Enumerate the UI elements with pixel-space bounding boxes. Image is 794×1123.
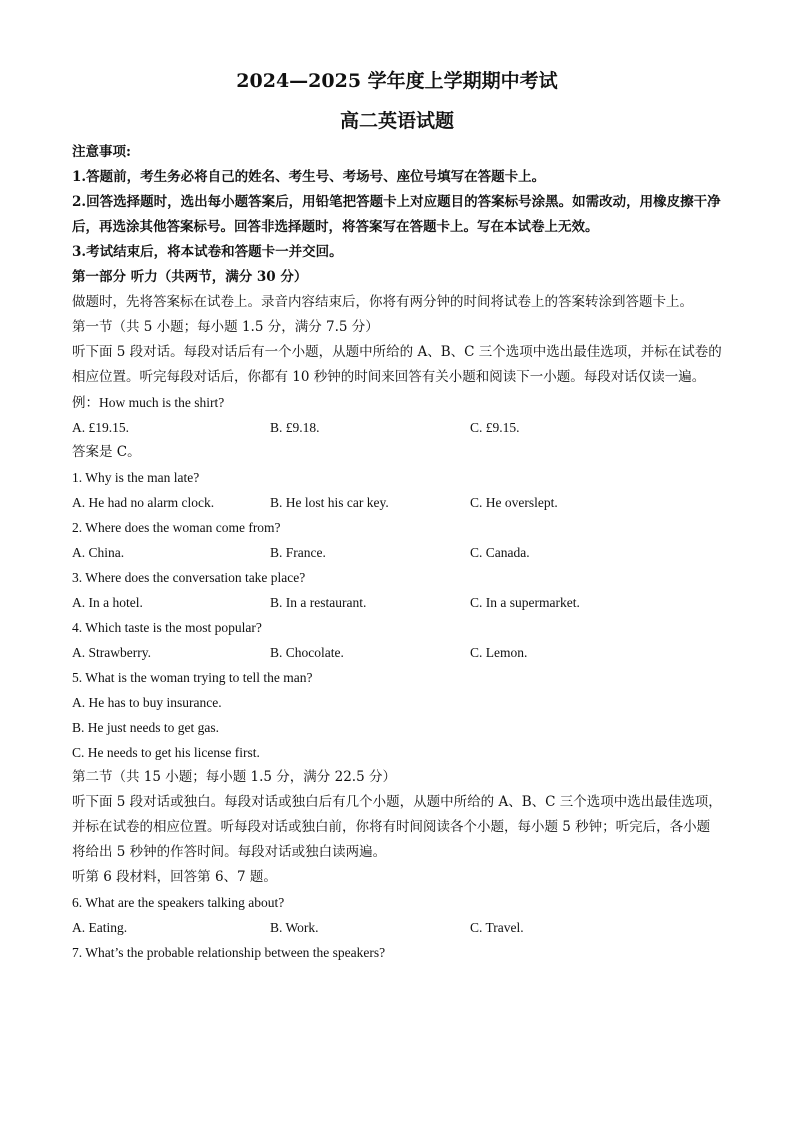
question-7: 7. What’s the probable relationship between the speakers? xyxy=(72,945,386,960)
question-3-options xyxy=(72,590,722,615)
notice-item-3: 3.考试结束后，将本试卷和答题卡一并交回。 xyxy=(72,244,343,260)
q1-option-a: A. He had no alarm clock. xyxy=(72,495,215,510)
part1-instruction: 做题时，先将答案标在试卷上。录音内容结束后，你将有两分钟的时间将试卷上的答案转涂到答题卡上。 xyxy=(72,294,693,310)
exam-title: 2024—2025 学年度上学期期中考试 xyxy=(236,70,558,92)
q5-option-b: B. He just needs to get gas. xyxy=(72,720,219,735)
question-1: 1. Why is the man late? xyxy=(72,470,200,485)
q1-option-b: B. He lost his car key. xyxy=(270,495,389,510)
section2-instruction: 听下面 5 段对话或独白。每段对话或独白后有几个小题，从题中所给的 A、B、C 三个选项中选出最佳选项，并标在试卷的相应位置。听每段对话或独白前，你将有时间阅读各个小题，每小题 5 秒钟；听完后，各小题将给出 5 秒钟的作答时间。每段对话或独白读两遍。 xyxy=(72,794,722,860)
question-2-options xyxy=(72,540,722,565)
exam-page xyxy=(72,70,722,965)
example-option-b: B. £9.18. xyxy=(270,420,320,435)
q2-option-a: A. China. xyxy=(72,545,125,560)
section1-instruction: 听下面 5 段对话。每段对话后有一个小题，从题中所给的 A、B、C 三个选项中选出最佳选项，并标在试卷的相应位置。听完每段对话后，你都有 10 秒钟的时间来回答有关小题和阅读下一小题。每段对话仅读一遍。 xyxy=(72,344,722,385)
question-2: 2. Where does the woman come from? xyxy=(72,520,281,535)
question-5: 5. What is the woman trying to tell the man? xyxy=(72,670,313,685)
q5-option-c: C. He needs to get his license first. xyxy=(72,745,260,760)
q4-option-a: A. Strawberry. xyxy=(72,645,151,660)
q3-option-b: B. In a restaurant. xyxy=(270,595,367,610)
exam-subtitle: 高二英语试题 xyxy=(339,110,454,132)
q3-option-a: A. In a hotel. xyxy=(72,595,143,610)
example-options xyxy=(72,415,722,440)
question-6-options xyxy=(72,915,722,940)
example-question: 例：How much is the shirt? xyxy=(72,395,225,410)
question-3: 3. Where does the conversation take place? xyxy=(72,570,306,585)
q6-option-b: B. Work. xyxy=(270,920,319,935)
q2-option-b: B. France. xyxy=(270,545,326,560)
question-4-options xyxy=(72,640,722,665)
q3-option-c: C. In a supermarket. xyxy=(470,595,580,610)
example-option-a: A. £19.15. xyxy=(72,420,129,435)
example-answer: 答案是 C。 xyxy=(72,444,141,460)
question-1-options xyxy=(72,490,722,515)
q6-option-a: A. Eating. xyxy=(72,920,128,935)
part1-heading: 第一部分 听力（共两节，满分 30 分） xyxy=(72,269,308,285)
question-6: 6. What are the speakers talking about? xyxy=(72,895,285,910)
material-6-instruction: 听第 6 段材料，回答第 6、7 题。 xyxy=(72,869,277,885)
question-4: 4. Which taste is the most popular? xyxy=(72,620,262,635)
q4-option-b: B. Chocolate. xyxy=(270,645,344,660)
q6-option-c: C. Travel. xyxy=(470,920,524,935)
section1-heading: 第一节（共 5 小题；每小题 1.5 分，满分 7.5 分） xyxy=(72,319,379,335)
q5-option-a: A. He has to buy insurance. xyxy=(72,695,222,710)
q2-option-c: C. Canada. xyxy=(470,545,530,560)
q1-option-c: C. He overslept. xyxy=(470,495,558,510)
q4-option-c: C. Lemon. xyxy=(470,645,528,660)
notice-heading: 注意事项: xyxy=(72,144,131,160)
section2-heading: 第二节（共 15 小题；每小题 1.5 分，满分 22.5 分） xyxy=(72,769,396,785)
notice-item-1: 1.答题前，考生务必将自己的姓名、考生号、考场号、座位号填写在答题卡上。 xyxy=(72,169,546,185)
example-option-c: C. £9.15. xyxy=(470,420,520,435)
notice-item-2: 2.回答选择题时，选出每小题答案后，用铅笔把答题卡上对应题目的答案标号涂黑。如需改动，用橡皮擦干净后，再选涂其他答案标号。回答非选择题时，将答案写在答题卡上。写在本试卷上无效。 xyxy=(72,194,721,235)
